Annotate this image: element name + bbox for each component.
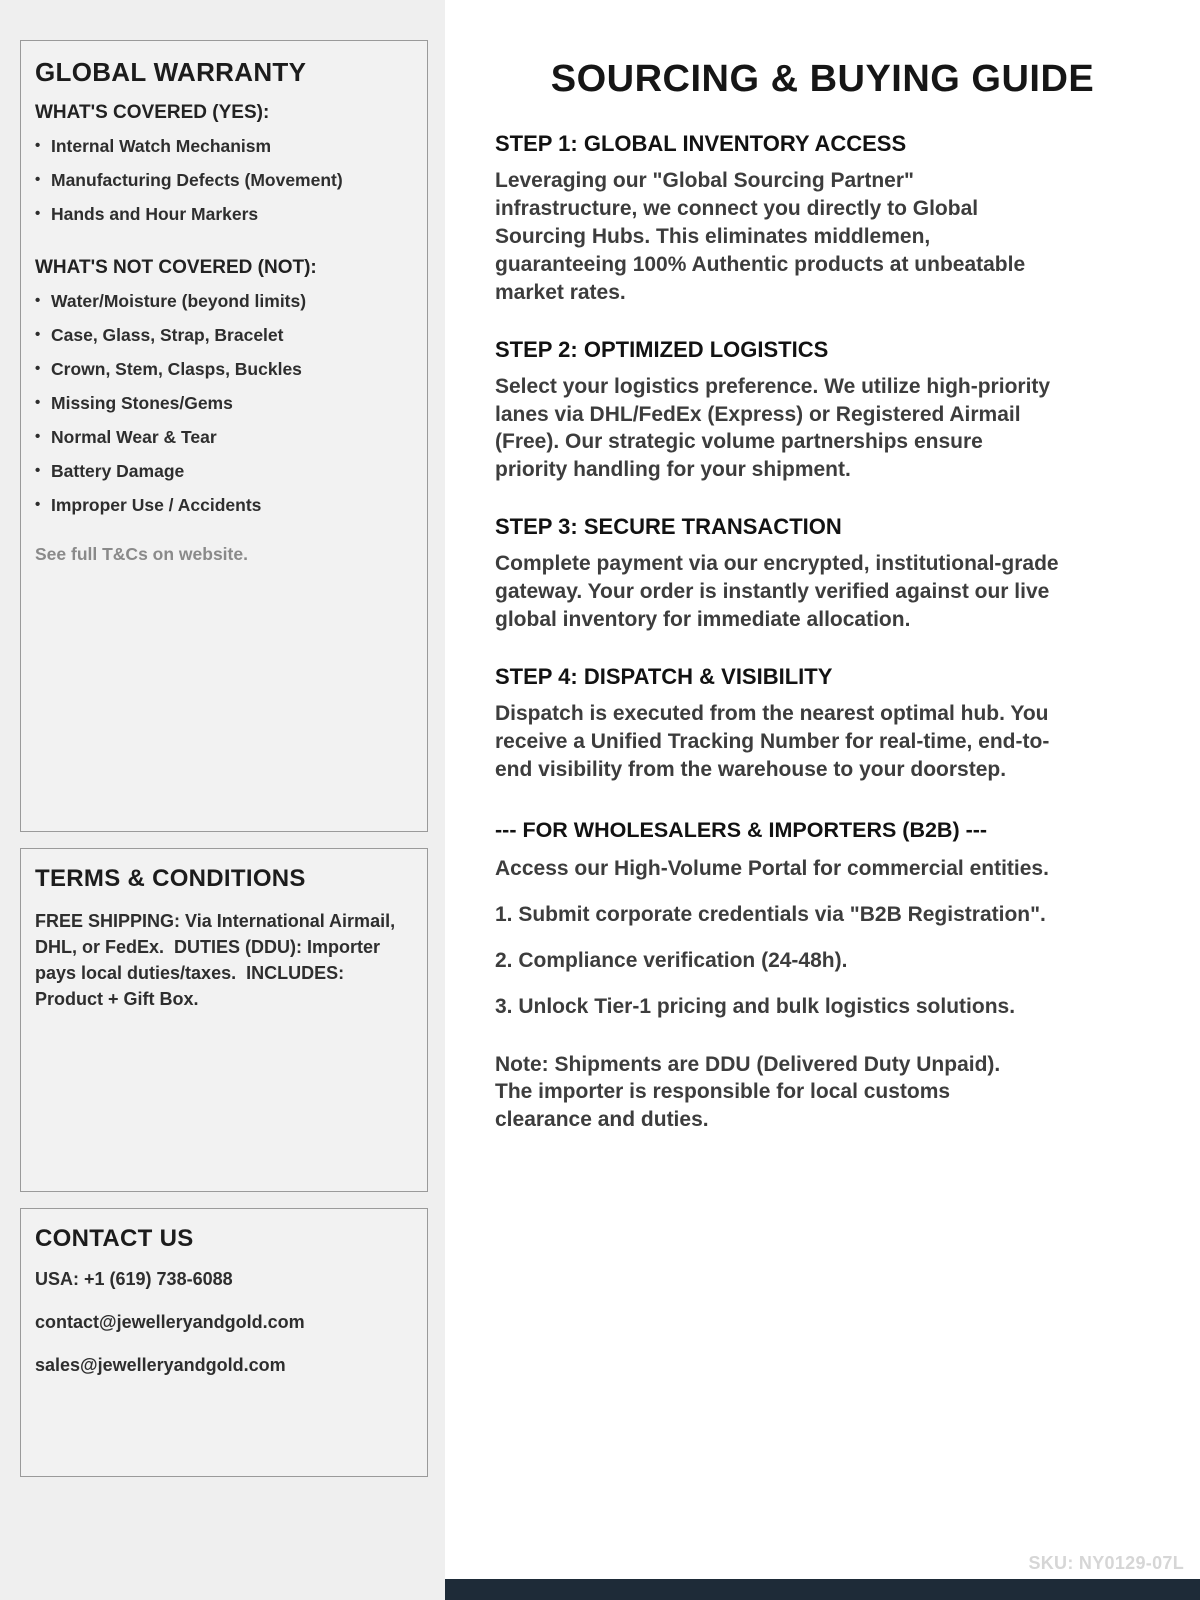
list-item: • Case, Glass, Strap, Bracelet [35, 325, 413, 346]
terms-title: TERMS & CONDITIONS [35, 865, 306, 892]
list-item: • Normal Wear & Tear [35, 427, 413, 448]
b2b-item-2: 2. Compliance verification (24-48h). [495, 948, 848, 972]
warranty-title: GLOBAL WARRANTY [35, 57, 307, 87]
b2b-item-1: 1. Submit corporate credentials via "B2B Registration". [495, 902, 1046, 926]
warranty-box [20, 40, 428, 832]
step-4-heading: STEP 4: DISPATCH & VISIBILITY [495, 664, 833, 690]
step-2-body: Select your logistics preference. We utilize high-priority lanes via DHL/FedEx (Express) or Registered Airmail (Free). Our strategic volume partnerships ensure priority handling for your shipment. [495, 374, 1051, 482]
contact-email-sales: sales@jewelleryandgold.com [35, 1355, 286, 1375]
terms-box [20, 848, 428, 1192]
list-item: • Manufacturing Defects (Movement) [35, 170, 413, 191]
sidebar [0, 0, 445, 1600]
list-item: • Battery Damage [35, 461, 413, 482]
step-2-heading: STEP 2: OPTIMIZED LOGISTICS [495, 336, 829, 362]
warranty-not-covered-heading: WHAT'S NOT COVERED (NOT): [35, 257, 317, 278]
page-title: SOURCING & BUYING GUIDE [550, 58, 1095, 100]
b2b-intro: Access our High-Volume Portal for commercial entities. [495, 856, 1049, 880]
b2b-item-3: 3. Unlock Tier-1 pricing and bulk logistics solutions. [495, 994, 1016, 1018]
list-item: • Internal Watch Mechanism [35, 136, 413, 157]
list-item: • Water/Moisture (beyond limits) [35, 291, 413, 312]
list-item: • Missing Stones/Gems [35, 393, 413, 414]
contact-box [20, 1208, 428, 1477]
warranty-footnote: See full T&Cs on website. [35, 544, 248, 564]
contact-title: CONTACT US [35, 1225, 194, 1252]
b2b-heading: --- FOR WHOLESALERS & IMPORTERS (B2B) --- [495, 817, 988, 842]
sku-label: SKU: NY0129-07L [1028, 1553, 1184, 1573]
footer-bar [445, 1579, 1200, 1600]
main-content [445, 0, 1200, 1600]
contact-phone: USA: +1 (619) 738-6088 [35, 1269, 233, 1289]
step-3-heading: STEP 3: SECURE TRANSACTION [495, 514, 842, 540]
warranty-covered-list [35, 136, 413, 225]
warranty-not-covered-list [35, 291, 413, 516]
warranty-covered-heading: WHAT'S COVERED (YES): [35, 102, 270, 123]
step-1-body: Leveraging our "Global Sourcing Partner" infrastructure, we connect you directly to Global Sourcing Hubs. This eliminates middlemen, guaranteeing 100% Authentic products at unbeatable market rates. [495, 169, 1026, 304]
list-item: • Crown, Stem, Clasps, Buckles [35, 359, 413, 380]
list-item: • Hands and Hour Markers [35, 204, 413, 225]
step-4-body: Dispatch is executed from the nearest optimal hub. You receive a Unified Tracking Number for real-time, end-to-end visibility from the warehouse to your doorstep. [495, 702, 1050, 781]
step-1-heading: STEP 1: GLOBAL INVENTORY ACCESS [495, 131, 907, 156]
terms-body: FREE SHIPPING: Via International Airmail, DHL, or FedEx. DUTIES (DDU): Importer pays local duties/taxes. INCLUDES: Product + Gift Box. [35, 911, 401, 1009]
list-item: • Improper Use / Accidents [35, 495, 413, 516]
b2b-note: Note: Shipments are DDU (Delivered Duty Unpaid). The importer is responsible for local customs clearance and duties. [495, 1052, 1001, 1132]
contact-email-primary: contact@jewelleryandgold.com [35, 1312, 305, 1332]
step-3-body: Complete payment via our encrypted, institutional-grade gateway. Your order is instantly verified against our live global inventory for immediate allocation. [495, 552, 1059, 632]
guide-section [445, 0, 1200, 1134]
